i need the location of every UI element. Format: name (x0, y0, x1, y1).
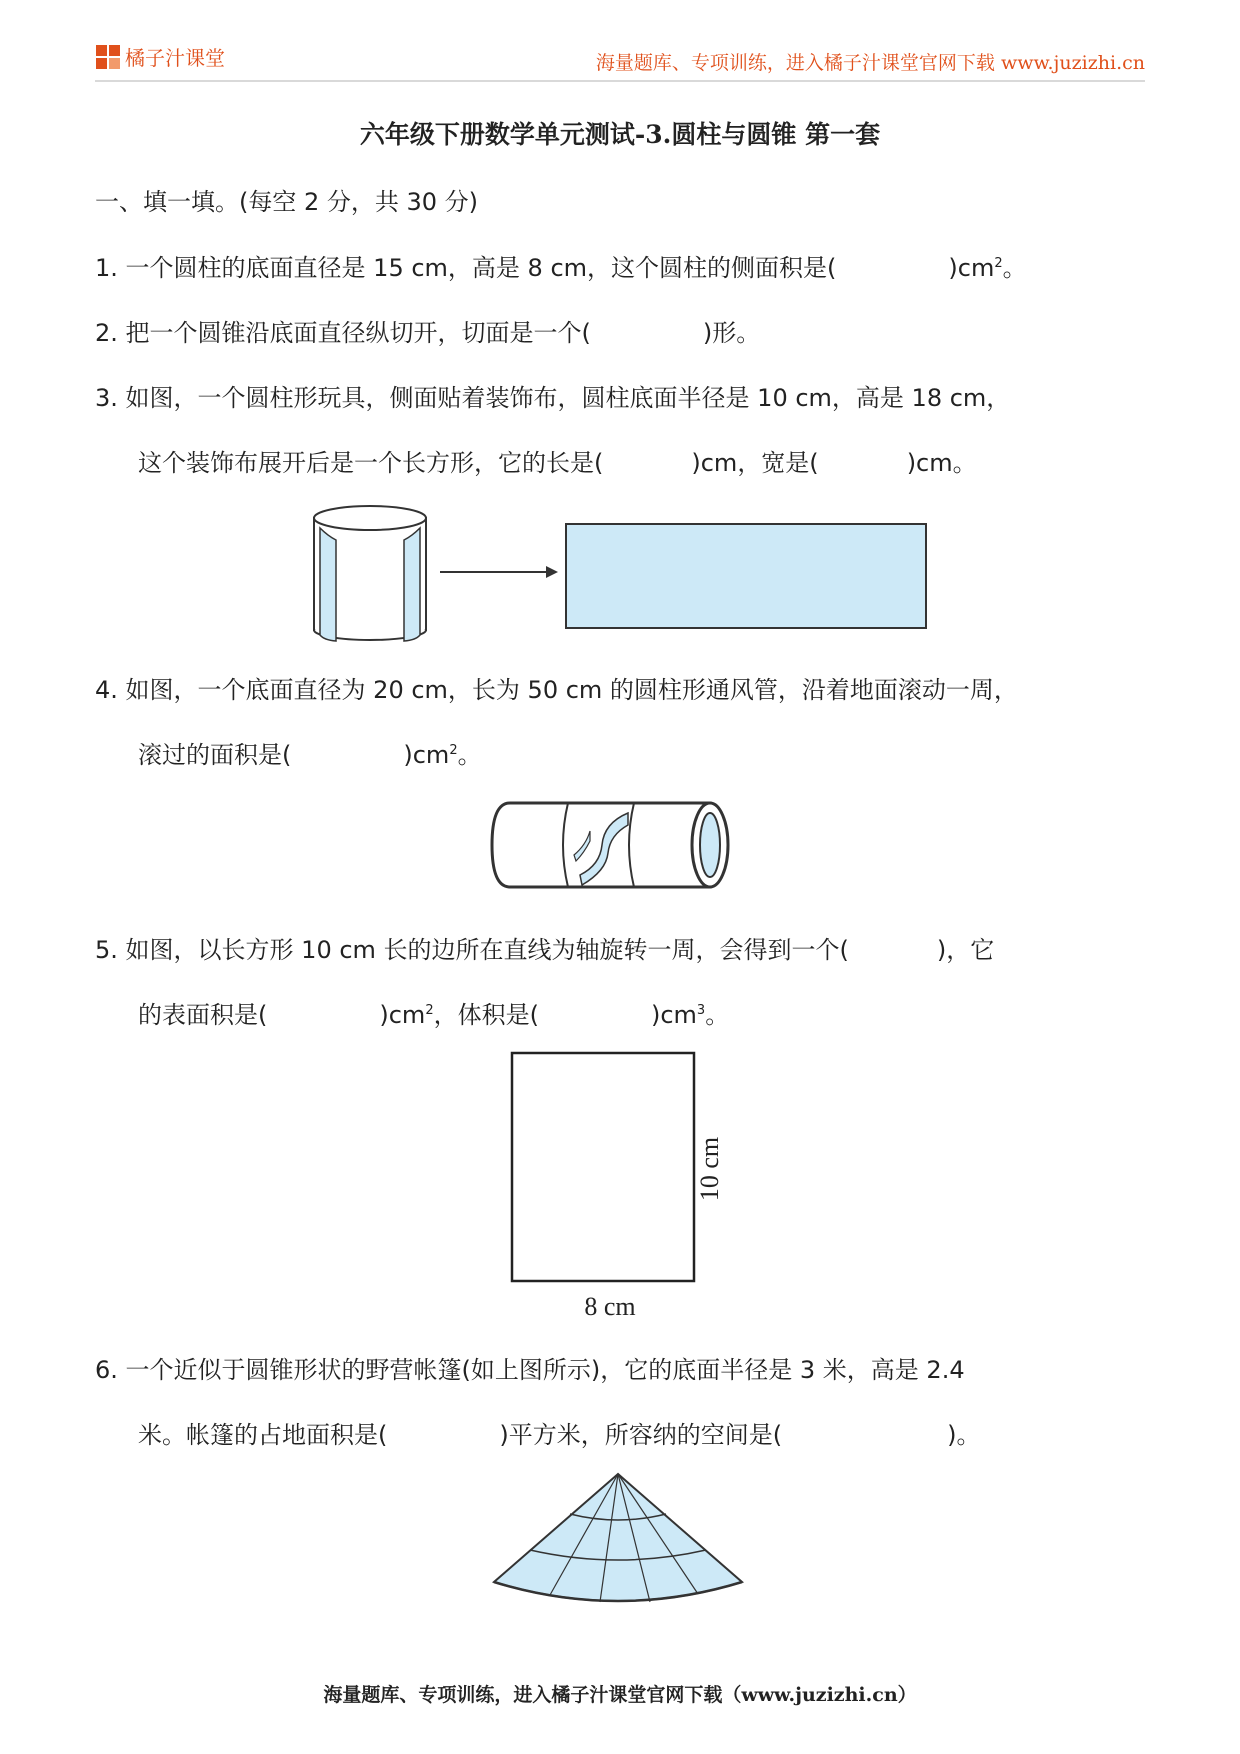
question-1 (95, 248, 1027, 283)
rect-width-label: 8 cm (584, 1292, 636, 1321)
question-text: )cm，宽是( (691, 449, 819, 477)
question-text: )形。 (702, 319, 761, 347)
question-text: 米。帐篷的占地面积是( (138, 1421, 388, 1449)
question-text: 。 (457, 741, 482, 769)
logo-icon (95, 44, 121, 70)
superscript: 2 (449, 743, 458, 758)
superscript: 2 (994, 256, 1003, 271)
logo-text: 橘子汁课堂 (125, 46, 225, 70)
question-number: 4. (95, 676, 118, 704)
question-text: )cm (403, 741, 450, 769)
question-6-line-2 (138, 1415, 980, 1450)
superscript: 3 (696, 1003, 706, 1018)
page-title: 六年级下册数学单元测试-3.圆柱与圆锥 第一套 (359, 120, 881, 149)
question-2 (95, 313, 760, 348)
question-text: 滚过的面积是( (138, 741, 292, 769)
cylinder-toy (314, 506, 426, 641)
question-text: )cm。 (906, 449, 977, 477)
question-6 (95, 1350, 965, 1385)
question-4 (95, 670, 1018, 705)
figure-rectangle (500, 1045, 740, 1330)
figure-cylinder-unrolled (310, 500, 932, 645)
figure-pipe (490, 795, 746, 895)
question-text: 的表面积是( (138, 1001, 268, 1029)
question-text: 如图，以长方形 10 cm 长的边所在直线为轴旋转一周，会得到一个( (125, 936, 849, 964)
question-text: 一个近似于圆锥形状的野营帐篷(如上图所示)，它的底面半径是 3 米，高是 2.4 (125, 1356, 965, 1384)
question-text: 如图，一个底面直径为 20 cm，长为 50 cm 的圆柱形通风管，沿着地面滚动一周， (125, 676, 1018, 704)
question-number: 2. (95, 319, 118, 347)
section-heading: 一、填一填。(每空 2 分，共 30 分) (95, 188, 479, 216)
question-text: 如图，一个圆柱形玩具，侧面贴着装饰布，圆柱底面半径是 10 cm，高是 18 cm， (125, 384, 1011, 412)
question-number: 1. (95, 254, 118, 282)
question-text: )平方米，所容纳的空间是( (499, 1421, 783, 1449)
question-4-line-2 (138, 735, 482, 770)
question-3-line-2 (138, 443, 977, 478)
question-text: 一个圆柱的底面直径是 15 cm，高是 8 cm，这个圆柱的侧面积是( (125, 254, 837, 282)
question-text: ，体积是( (433, 1001, 539, 1029)
question-text: )。 (947, 1421, 981, 1449)
superscript: 2 (425, 1003, 434, 1018)
page-footer: 海量题库、专项训练，进入橘子汁课堂官网下载（www.juzizhi.cn） (323, 1684, 917, 1706)
question-text: )cm (948, 254, 995, 282)
header-slogan: 海量题库、专项训练，进入橘子汁课堂官网下载 www.juzizhi.cn (595, 52, 1145, 74)
question-number: 5. (95, 936, 118, 964)
rotation-rectangle (512, 1053, 694, 1281)
arrow-icon (440, 566, 558, 578)
question-text: )cm (379, 1001, 426, 1029)
page-header (95, 40, 1145, 82)
question-text: 。 (1002, 254, 1027, 282)
rect-height-label: 10 cm (695, 1136, 724, 1202)
question-5 (95, 930, 994, 965)
question-number: 6. (95, 1356, 118, 1384)
question-text: 这个装饰布展开后是一个长方形，它的长是( (138, 449, 604, 477)
figure-cone-tent (490, 1470, 746, 1605)
question-number: 3. (95, 384, 118, 412)
question-text: 把一个圆锥沿底面直径纵切开，切面是一个( (125, 319, 591, 347)
question-text: 。 (705, 1001, 730, 1029)
unrolled-rectangle (566, 524, 926, 628)
logo (95, 42, 225, 71)
question-5-line-2 (138, 995, 729, 1030)
question-3 (95, 378, 1010, 413)
question-text: )cm (650, 1001, 697, 1029)
question-text: )，它 (936, 936, 995, 964)
